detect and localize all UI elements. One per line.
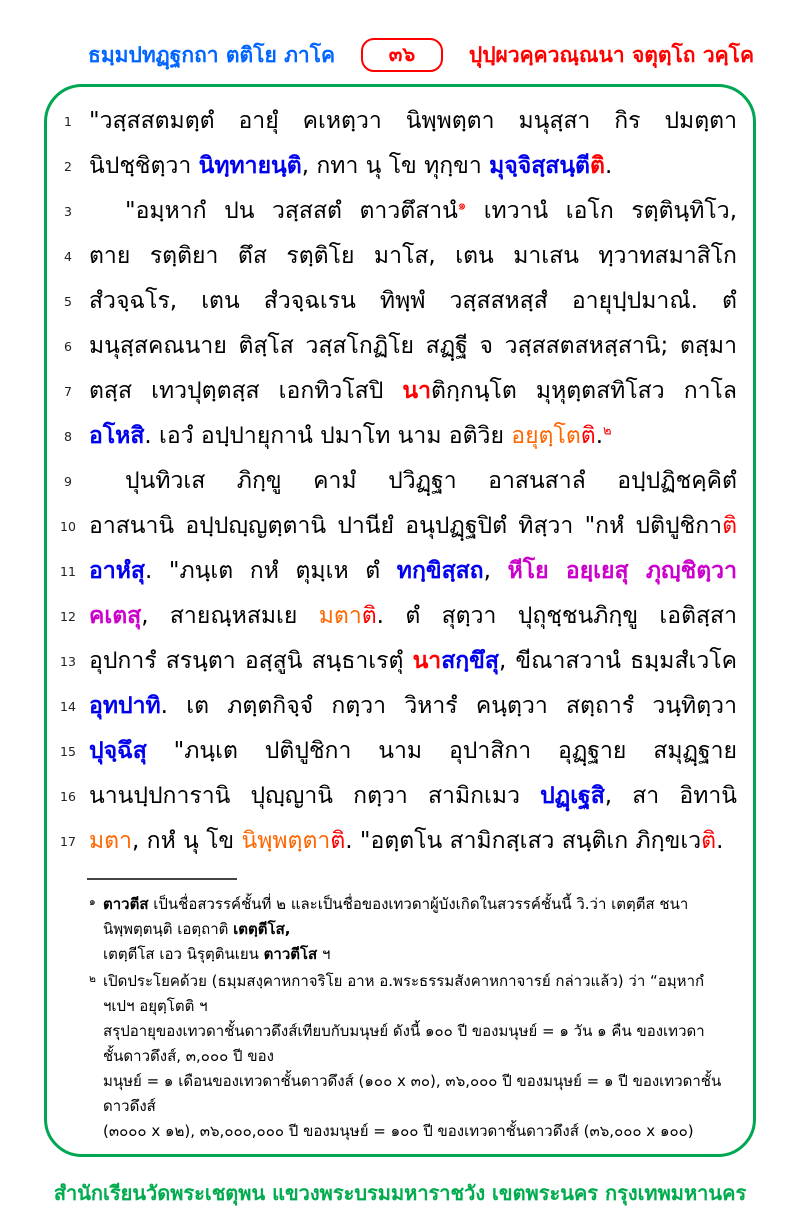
line-text [89, 99, 753, 144]
line-text [89, 459, 753, 504]
line-text [89, 414, 753, 459]
text-segment: อาหํสุ [89, 558, 145, 584]
line-text [89, 369, 753, 414]
line-number: 4 [64, 249, 72, 264]
text-segment: สกฺขึสุ [441, 648, 499, 674]
line-text [89, 819, 753, 864]
text-segment: เทวานํ เอโก รตฺตินฺทิโว, [466, 198, 738, 224]
text-segment: ติ [590, 153, 605, 179]
footnote-segment: ฯ [317, 945, 331, 963]
text-segment: ปุจฺฉึสุ [89, 738, 147, 764]
text-line [47, 189, 753, 234]
text-lines-container [47, 99, 753, 864]
line-number: 12 [60, 609, 76, 624]
text-line [47, 414, 753, 459]
text-segment: , [483, 558, 508, 584]
line-number: 16 [60, 789, 76, 804]
text-segment: , กหํ นุ โข [132, 828, 242, 854]
line-number: 17 [60, 834, 76, 849]
line-text [89, 234, 753, 279]
text-line [47, 774, 753, 819]
text-line [47, 279, 753, 324]
content-box [44, 84, 756, 1157]
text-segment: . เต ภตฺตกิจฺจํ กตฺวา วิหารํ คนฺตฺวา สตฺถารํ วนฺทิตฺวา [160, 693, 737, 719]
footnote-segment: เป็นชื่อสวรรค์ชั้นที่ ๒ และเป็นชื่อของเทวดาผู้บังเกิดในสวรรค์ชั้นนี้ วิ.ว่า เตตฺตีส ชนา นิพฺพตฺตนฺติ เอตฺถาติ [103, 895, 689, 938]
text-line [47, 639, 753, 684]
line-number: 2 [64, 159, 72, 174]
text-line [47, 369, 753, 414]
line-number: 9 [64, 474, 72, 489]
footer-text: สำนักเรียนวัดพระเชตุพน แขวงพระบรมมหาราชวัง เขตพระนคร กรุงเทพมหานคร [53, 1181, 747, 1205]
text-line [47, 144, 753, 189]
text-line [47, 819, 753, 864]
footnote-line [103, 892, 725, 942]
text-segment: "อมฺหากํ ปน วสฺสสตํ ตาวตึสานํ [125, 198, 458, 224]
line-text [89, 594, 753, 639]
line-text [89, 684, 753, 729]
footnotes-area [87, 878, 725, 1144]
footnote [87, 969, 725, 1144]
text-segment: ปุนทิวเส ภิกฺขู คามํ ปวิฏฺฐา อาสนสาลํ อปฺปฏิชคฺคิตํ [125, 468, 737, 494]
text-segment: "ภนฺเต ปติปูชิกา นาม อุปาสิกา อุฏฺฐาย สมุฏฺฐาย [146, 738, 737, 764]
text-segment: อโหสิ [89, 423, 145, 449]
line-number: 5 [64, 294, 72, 309]
scripture-page [0, 32, 800, 1209]
text-segment: นิปชฺชิตฺวา [89, 153, 199, 179]
footnote-separator [87, 878, 237, 880]
text-segment: ปฏฺเฐสิ [540, 783, 605, 809]
line-text [89, 324, 753, 369]
line-number: 3 [64, 204, 72, 219]
footnote-segment: มนุษย์ = ๑ เดือนของเทวดาชั้นดาวดึงส์ (๑๐๐ x ๓๐), ๓๖,๐๐๐ ปี ของมนุษย์ = ๑ ปี ของเทวดาชั้นดาวดึงส์ [103, 1072, 722, 1115]
footnote-marker: ๑ [89, 896, 96, 908]
text-segment: , กทา นุ โข ทุกฺขา [301, 153, 490, 179]
line-number: 7 [64, 384, 72, 399]
text-segment: , สา อิทานิ [604, 783, 737, 809]
footnote [87, 892, 725, 967]
text-segment: ติ [701, 828, 717, 854]
text-segment: มตา [89, 828, 133, 854]
text-segment: . ตํ สุตฺวา ปุถุชฺชนภิกฺขู เอติสฺสา [376, 603, 737, 629]
text-segment: มนุสฺสคณนาย ติสฺโส วสฺสโกฏิโย สฏฺฐี จ วสฺสสตสหสฺสานิ; ตสฺมา [89, 333, 737, 359]
line-number: 15 [60, 744, 76, 759]
footnote-line [103, 942, 725, 967]
page-number-badge: ๓๖ [361, 38, 443, 72]
text-segment: . เอวํ อปฺปายุกานํ ปมาโท นาม อติวิย [144, 423, 512, 449]
chapter-title: ปุปฺผวคฺควณฺณนา จตุตฺโถ วคฺโค [468, 42, 754, 67]
line-number: 11 [60, 564, 76, 579]
footnote-segment: เตตฺตีโส เอว นิรุตฺตินเยน [103, 945, 264, 963]
footnote-segment: ตาวตีส [103, 895, 149, 913]
text-segment: สํวจฺฉโร, เตน สํวจฺฉเรน ทิพฺพํ วสฺสสหสฺสํ อายุปฺปมาณํ. ตํ [89, 288, 737, 314]
text-line [47, 234, 753, 279]
text-segment: นานปฺปการานิ ปุญฺญานิ กตฺวา สามิกเมว [89, 783, 541, 809]
text-segment: . [604, 153, 613, 179]
text-segment: . [595, 423, 604, 449]
text-line [47, 729, 753, 774]
footnote-segment: เปิดประโยคด้วย (ธมฺมสงฺคาหกาจริโย อาห อ.พระธรรมสังคาหกาจารย์ กล่าวแล้ว) ว่า “อมฺหากํ ฯเปฯ อยุตฺโตติ ฯ [103, 972, 705, 1015]
text-segment: ทกฺขิสฺสถ [396, 558, 484, 584]
line-text [89, 504, 753, 549]
text-segment: . "อตฺตโน สามิกสฺเสว สนฺติเก ภิกฺขเว [345, 828, 702, 854]
line-number: 14 [60, 699, 76, 714]
text-segment: ติ [330, 828, 346, 854]
footnotes-container [87, 892, 725, 1144]
text-segment: ติกฺกนฺโต มุหุตฺตสทิโสว กาโล [431, 378, 737, 404]
text-segment: ติ [722, 513, 737, 539]
footnote-segment: (๓๐๐๐ x ๑๒), ๓๖,๐๐๐,๐๐๐ ปี ของมนุษย์ = ๑๐๐ ปี ของเทวดาชั้นดาวดึงส์ (๓๖,๐๐๐ x ๑๐๐) [103, 1122, 694, 1140]
line-number: 10 [60, 519, 76, 534]
text-segment: . "ภนฺเต กหํ ตุมฺเห ตํ [144, 558, 397, 584]
text-segment: นา [412, 648, 442, 674]
text-segment: อุปการํ สรนฺตา อสฺสูนิ สนฺธาเรตุํ [89, 648, 413, 674]
line-number: 13 [60, 654, 76, 669]
text-segment: อุทปาทิ [89, 693, 161, 719]
text-segment: มตา [318, 603, 362, 629]
text-segment: . [716, 828, 724, 854]
text-segment: "วสฺสสตมตฺตํ อายุํ คเหตฺวา นิพฺพตฺตา มนุสฺสา กิร ปมตฺตา [89, 108, 737, 134]
footnote-marker: ๒ [89, 973, 96, 985]
text-segment: , สายณฺหสมเย [141, 603, 319, 629]
line-text [89, 639, 753, 684]
text-segment: หีโย อยฺเยสุ ภุญฺชิตฺวา [507, 558, 738, 584]
footnote-segment: ตาวตีโส [263, 945, 318, 963]
text-segment: อยุตฺโต [511, 423, 581, 449]
line-text [89, 549, 753, 594]
line-text [89, 774, 753, 819]
text-segment: , ขีณาสวานํ ธมฺมสํเวโค [498, 648, 738, 674]
footnote-segment: สรุปอายุของเทวดาชั้นดาวดึงส์เทียบกับมนุษย์ ดังนี้ ๑๐๐ ปี ของมนุษย์ = ๑ วัน ๑ คืน ของเทวดาชั้นดาวดึงส์, ๓,๐๐๐ ปี ของ [103, 1022, 705, 1065]
text-line [47, 684, 753, 729]
text-segment: นา [402, 378, 432, 404]
footnote-reference: ๒ [603, 423, 612, 439]
footnote-line [103, 1019, 725, 1069]
text-segment: นิทฺทายนฺติ [198, 153, 302, 179]
page-header [88, 32, 754, 78]
text-line [47, 459, 753, 504]
line-text [89, 144, 753, 189]
text-segment: ตสฺส เทวปุตฺตสฺส เอกทิวโสปิ [89, 378, 403, 404]
text-line [47, 549, 753, 594]
text-segment: อาสนานิ อปฺปญฺญตฺตานิ ปานียํ อนุปฏฺฐปิตํ ทิสฺวา "กหํ ปติปูชิกา [89, 513, 723, 539]
book-title: ธมฺมปทฏฺฐกถา ตติโย ภาโค [88, 42, 336, 67]
footnote-line [103, 1069, 725, 1119]
text-line [47, 324, 753, 369]
line-number: 6 [64, 339, 72, 354]
line-text [89, 729, 753, 774]
line-text [89, 189, 753, 234]
text-segment: ติ [580, 423, 596, 449]
text-line [47, 504, 753, 549]
text-line [47, 594, 753, 639]
text-line [47, 99, 753, 144]
footnote-reference: ๑ [457, 198, 467, 214]
text-segment: ตาย รตฺติยา ตึส รตฺติโย มาโส, เตน มาเสน ทฺวาทสมาสิโก [89, 243, 737, 269]
text-segment: คเตสุ [89, 603, 142, 629]
text-segment: นิพฺพตฺตา [241, 828, 331, 854]
line-number: 1 [64, 114, 72, 129]
footnote-line [103, 969, 725, 1019]
line-text [89, 279, 753, 324]
text-segment: ติ [361, 603, 377, 629]
text-segment: มุจฺจิสฺสนฺตี [489, 153, 590, 179]
line-number: 8 [64, 429, 72, 444]
footnote-segment: เตตฺตีโส, [233, 920, 291, 938]
